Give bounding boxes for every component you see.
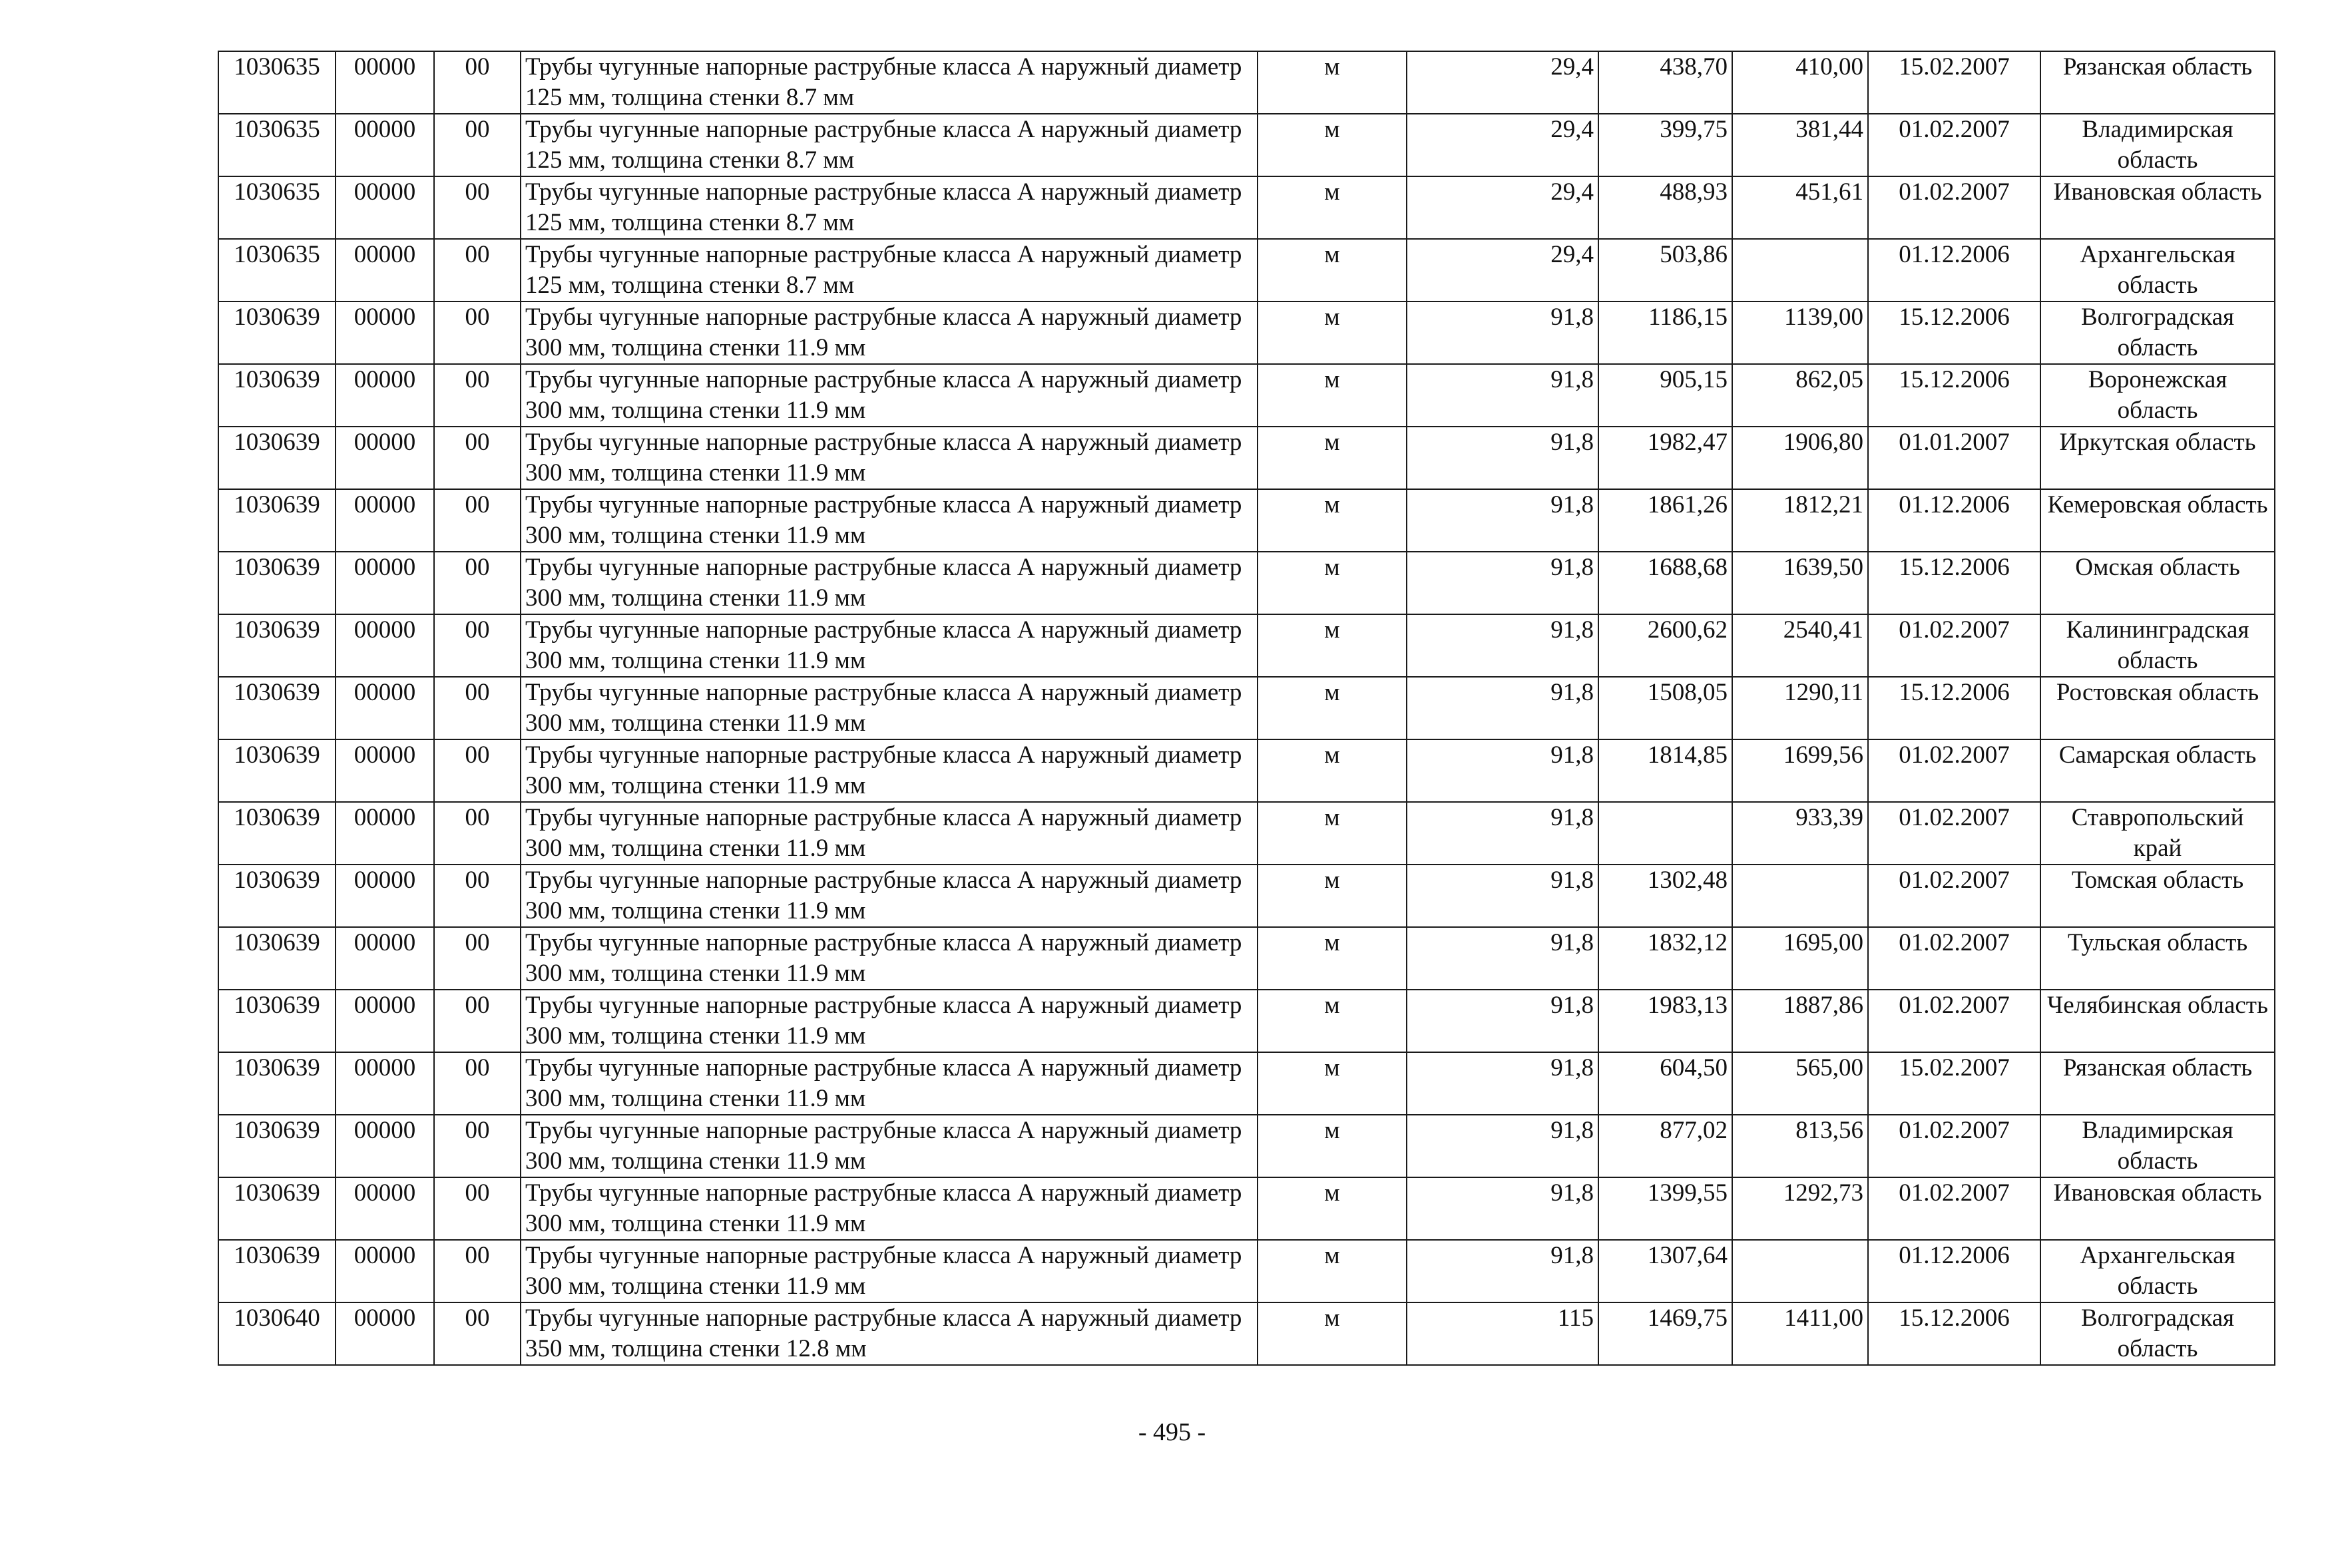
table-body [218, 51, 2275, 1365]
description-cell: Трубы чугунные напорные раструбные класса А наружный диаметр 125 мм, толщина стенки 8.7 мм [521, 114, 1258, 176]
description-cell: Трубы чугунные напорные раструбные класса А наружный диаметр 300 мм, толщина стенки 11.9 мм [521, 865, 1258, 927]
region-cell: Тульская область [2040, 927, 2275, 990]
weight-cell: 91,8 [1407, 427, 1598, 489]
unit-cell: м [1258, 802, 1407, 865]
weight-cell: 91,8 [1407, 927, 1598, 990]
price-cell [1732, 239, 1868, 301]
table-row [218, 1115, 2275, 1177]
unit-cell: м [1258, 865, 1407, 927]
date-cell: 01.02.2007 [1868, 1177, 2040, 1240]
region-cell: Ивановская область [2040, 1177, 2275, 1240]
price-table [218, 51, 2275, 1366]
variant-cell: 00 [434, 364, 521, 427]
unit-cell: м [1258, 427, 1407, 489]
item-code-cell: 1030639 [218, 802, 336, 865]
variant-cell: 00 [434, 865, 521, 927]
item-code-cell: 1030639 [218, 990, 336, 1052]
item-code-cell: 1030639 [218, 1115, 336, 1177]
description-cell: Трубы чугунные напорные раструбные класса А наружный диаметр 300 мм, толщина стенки 11.9 мм [521, 364, 1258, 427]
price-with-vat-cell: 1832,12 [1598, 927, 1732, 990]
price-cell: 1139,00 [1732, 301, 1868, 364]
table-row [218, 364, 2275, 427]
variant-cell: 00 [434, 1115, 521, 1177]
table-row [218, 802, 2275, 865]
variant-cell: 00 [434, 927, 521, 990]
weight-cell: 29,4 [1407, 51, 1598, 114]
region-cell: Воронежская область [2040, 364, 2275, 427]
unit-cell: м [1258, 614, 1407, 677]
price-cell: 1812,21 [1732, 489, 1868, 552]
region-cell: Иркутская область [2040, 427, 2275, 489]
variant-cell: 00 [434, 677, 521, 739]
table-row [218, 114, 2275, 176]
variant-cell: 00 [434, 239, 521, 301]
price-with-vat-cell: 438,70 [1598, 51, 1732, 114]
table-row [218, 1052, 2275, 1115]
sub-code-cell: 00000 [336, 927, 434, 990]
unit-cell: м [1258, 114, 1407, 176]
date-cell: 01.02.2007 [1868, 927, 2040, 990]
description-cell: Трубы чугунные напорные раструбные класса А наружный диаметр 300 мм, толщина стенки 11.9 мм [521, 489, 1258, 552]
region-cell: Владимирская область [2040, 1115, 2275, 1177]
unit-cell: м [1258, 239, 1407, 301]
date-cell: 01.02.2007 [1868, 739, 2040, 802]
item-code-cell: 1030639 [218, 865, 336, 927]
page-number: - 495 - [1138, 1418, 1206, 1446]
table-row [218, 1177, 2275, 1240]
variant-cell: 00 [434, 489, 521, 552]
date-cell: 15.12.2006 [1868, 1302, 2040, 1365]
date-cell: 01.02.2007 [1868, 614, 2040, 677]
weight-cell: 29,4 [1407, 114, 1598, 176]
item-code-cell: 1030639 [218, 364, 336, 427]
item-code-cell: 1030639 [218, 614, 336, 677]
weight-cell: 91,8 [1407, 1115, 1598, 1177]
unit-cell: м [1258, 1177, 1407, 1240]
price-cell: 1292,73 [1732, 1177, 1868, 1240]
table-row [218, 552, 2275, 614]
variant-cell: 00 [434, 1302, 521, 1365]
weight-cell: 91,8 [1407, 364, 1598, 427]
date-cell: 15.12.2006 [1868, 364, 2040, 427]
unit-cell: м [1258, 1240, 1407, 1302]
description-cell: Трубы чугунные напорные раструбные класса А наружный диаметр 300 мм, толщина стенки 11.9 мм [521, 927, 1258, 990]
item-code-cell: 1030639 [218, 927, 336, 990]
variant-cell: 00 [434, 51, 521, 114]
description-cell: Трубы чугунные напорные раструбные класса А наружный диаметр 300 мм, толщина стенки 11.9 мм [521, 427, 1258, 489]
price-with-vat-cell: 488,93 [1598, 176, 1732, 239]
variant-cell: 00 [434, 1240, 521, 1302]
unit-cell: м [1258, 301, 1407, 364]
item-code-cell: 1030639 [218, 677, 336, 739]
item-code-cell: 1030635 [218, 114, 336, 176]
sub-code-cell: 00000 [336, 1115, 434, 1177]
sub-code-cell: 00000 [336, 364, 434, 427]
table-row [218, 1302, 2275, 1365]
variant-cell: 00 [434, 739, 521, 802]
price-cell: 1699,56 [1732, 739, 1868, 802]
price-with-vat-cell: 1186,15 [1598, 301, 1732, 364]
description-cell: Трубы чугунные напорные раструбные класса А наружный диаметр 300 мм, толщина стенки 11.9 мм [521, 677, 1258, 739]
weight-cell: 91,8 [1407, 990, 1598, 1052]
variant-cell: 00 [434, 1052, 521, 1115]
date-cell: 15.12.2006 [1868, 552, 2040, 614]
region-cell: Самарская область [2040, 739, 2275, 802]
weight-cell: 91,8 [1407, 1240, 1598, 1302]
price-with-vat-cell: 503,86 [1598, 239, 1732, 301]
region-cell: Томская область [2040, 865, 2275, 927]
weight-cell: 91,8 [1407, 865, 1598, 927]
item-code-cell: 1030635 [218, 176, 336, 239]
description-cell: Трубы чугунные напорные раструбные класса А наружный диаметр 300 мм, толщина стенки 11.9 мм [521, 1115, 1258, 1177]
sub-code-cell: 00000 [336, 739, 434, 802]
table-row [218, 1240, 2275, 1302]
weight-cell: 115 [1407, 1302, 1598, 1365]
weight-cell: 91,8 [1407, 677, 1598, 739]
price-cell: 1695,00 [1732, 927, 1868, 990]
variant-cell: 00 [434, 427, 521, 489]
date-cell: 01.12.2006 [1868, 489, 2040, 552]
unit-cell: м [1258, 364, 1407, 427]
price-with-vat-cell: 1983,13 [1598, 990, 1732, 1052]
sub-code-cell: 00000 [336, 489, 434, 552]
sub-code-cell: 00000 [336, 1052, 434, 1115]
item-code-cell: 1030639 [218, 1052, 336, 1115]
item-code-cell: 1030639 [218, 301, 336, 364]
sub-code-cell: 00000 [336, 301, 434, 364]
date-cell: 01.02.2007 [1868, 1115, 2040, 1177]
description-cell: Трубы чугунные напорные раструбные класса А наружный диаметр 125 мм, толщина стенки 8.7 мм [521, 239, 1258, 301]
price-with-vat-cell: 905,15 [1598, 364, 1732, 427]
weight-cell: 29,4 [1407, 176, 1598, 239]
price-cell: 1639,50 [1732, 552, 1868, 614]
table-row [218, 489, 2275, 552]
weight-cell: 91,8 [1407, 489, 1598, 552]
price-cell: 381,44 [1732, 114, 1868, 176]
price-with-vat-cell: 877,02 [1598, 1115, 1732, 1177]
variant-cell: 00 [434, 552, 521, 614]
region-cell: Рязанская область [2040, 51, 2275, 114]
price-cell [1732, 1240, 1868, 1302]
price-with-vat-cell: 1814,85 [1598, 739, 1732, 802]
region-cell: Омская область [2040, 552, 2275, 614]
price-with-vat-cell: 604,50 [1598, 1052, 1732, 1115]
price-cell [1732, 865, 1868, 927]
unit-cell: м [1258, 990, 1407, 1052]
description-cell: Трубы чугунные напорные раструбные класса А наружный диаметр 300 мм, толщина стенки 11.9 мм [521, 1177, 1258, 1240]
price-with-vat-cell: 1302,48 [1598, 865, 1732, 927]
sub-code-cell: 00000 [336, 865, 434, 927]
weight-cell: 91,8 [1407, 301, 1598, 364]
date-cell: 15.12.2006 [1868, 301, 2040, 364]
date-cell: 15.02.2007 [1868, 51, 2040, 114]
weight-cell: 91,8 [1407, 1052, 1598, 1115]
date-cell: 15.02.2007 [1868, 1052, 2040, 1115]
variant-cell: 00 [434, 802, 521, 865]
table-row [218, 176, 2275, 239]
item-code-cell: 1030639 [218, 1177, 336, 1240]
price-cell: 1411,00 [1732, 1302, 1868, 1365]
item-code-cell: 1030639 [218, 552, 336, 614]
description-cell: Трубы чугунные напорные раструбные класса А наружный диаметр 300 мм, толщина стенки 11.9 мм [521, 301, 1258, 364]
unit-cell: м [1258, 176, 1407, 239]
price-cell: 1906,80 [1732, 427, 1868, 489]
unit-cell: м [1258, 489, 1407, 552]
date-cell: 01.12.2006 [1868, 1240, 2040, 1302]
price-with-vat-cell: 1399,55 [1598, 1177, 1732, 1240]
region-cell: Кемеровская область [2040, 489, 2275, 552]
sub-code-cell: 00000 [336, 802, 434, 865]
unit-cell: м [1258, 927, 1407, 990]
description-cell: Трубы чугунные напорные раструбные класса А наружный диаметр 350 мм, толщина стенки 12.8 мм [521, 1302, 1258, 1365]
sub-code-cell: 00000 [336, 1240, 434, 1302]
unit-cell: м [1258, 51, 1407, 114]
region-cell: Волгоградская область [2040, 301, 2275, 364]
price-with-vat-cell: 1508,05 [1598, 677, 1732, 739]
table-row [218, 51, 2275, 114]
table-row [218, 927, 2275, 990]
weight-cell: 91,8 [1407, 614, 1598, 677]
unit-cell: м [1258, 739, 1407, 802]
description-cell: Трубы чугунные напорные раструбные класса А наружный диаметр 300 мм, толщина стенки 11.9 мм [521, 802, 1258, 865]
region-cell: Калининградская область [2040, 614, 2275, 677]
table-row [218, 739, 2275, 802]
date-cell: 01.12.2006 [1868, 239, 2040, 301]
price-with-vat-cell: 1982,47 [1598, 427, 1732, 489]
sub-code-cell: 00000 [336, 114, 434, 176]
sub-code-cell: 00000 [336, 614, 434, 677]
variant-cell: 00 [434, 990, 521, 1052]
description-cell: Трубы чугунные напорные раструбные класса А наружный диаметр 125 мм, толщина стенки 8.7 мм [521, 176, 1258, 239]
weight-cell: 91,8 [1407, 802, 1598, 865]
variant-cell: 00 [434, 1177, 521, 1240]
price-cell: 2540,41 [1732, 614, 1868, 677]
table-row [218, 239, 2275, 301]
description-cell: Трубы чугунные напорные раструбные класса А наружный диаметр 300 мм, толщина стенки 11.9 мм [521, 1240, 1258, 1302]
region-cell: Ставропольский край [2040, 802, 2275, 865]
region-cell: Волгоградская область [2040, 1302, 2275, 1365]
description-cell: Трубы чугунные напорные раструбные класса А наружный диаметр 300 мм, толщина стенки 11.9 мм [521, 552, 1258, 614]
date-cell: 01.02.2007 [1868, 802, 2040, 865]
item-code-cell: 1030640 [218, 1302, 336, 1365]
sub-code-cell: 00000 [336, 1177, 434, 1240]
sub-code-cell: 00000 [336, 552, 434, 614]
unit-cell: м [1258, 677, 1407, 739]
price-with-vat-cell [1598, 802, 1732, 865]
date-cell: 01.02.2007 [1868, 114, 2040, 176]
price-with-vat-cell: 399,75 [1598, 114, 1732, 176]
sub-code-cell: 00000 [336, 677, 434, 739]
sub-code-cell: 00000 [336, 239, 434, 301]
table-row [218, 301, 2275, 364]
region-cell: Архангельская область [2040, 239, 2275, 301]
region-cell: Ивановская область [2040, 176, 2275, 239]
sub-code-cell: 00000 [336, 1302, 434, 1365]
price-with-vat-cell: 1688,68 [1598, 552, 1732, 614]
item-code-cell: 1030639 [218, 489, 336, 552]
weight-cell: 91,8 [1407, 739, 1598, 802]
region-cell: Владимирская область [2040, 114, 2275, 176]
price-cell: 813,56 [1732, 1115, 1868, 1177]
price-cell: 933,39 [1732, 802, 1868, 865]
price-with-vat-cell: 1861,26 [1598, 489, 1732, 552]
price-cell: 451,61 [1732, 176, 1868, 239]
item-code-cell: 1030635 [218, 239, 336, 301]
item-code-cell: 1030635 [218, 51, 336, 114]
unit-cell: м [1258, 552, 1407, 614]
price-cell: 1290,11 [1732, 677, 1868, 739]
region-cell: Ростовская область [2040, 677, 2275, 739]
description-cell: Трубы чугунные напорные раструбные класса А наружный диаметр 300 мм, толщина стенки 11.9 мм [521, 614, 1258, 677]
item-code-cell: 1030639 [218, 1240, 336, 1302]
region-cell: Архангельская область [2040, 1240, 2275, 1302]
price-with-vat-cell: 1469,75 [1598, 1302, 1732, 1365]
weight-cell: 29,4 [1407, 239, 1598, 301]
date-cell: 01.02.2007 [1868, 176, 2040, 239]
sub-code-cell: 00000 [336, 990, 434, 1052]
region-cell: Рязанская область [2040, 1052, 2275, 1115]
unit-cell: м [1258, 1115, 1407, 1177]
weight-cell: 91,8 [1407, 552, 1598, 614]
date-cell: 01.02.2007 [1868, 990, 2040, 1052]
date-cell: 15.12.2006 [1868, 677, 2040, 739]
price-cell: 1887,86 [1732, 990, 1868, 1052]
item-code-cell: 1030639 [218, 427, 336, 489]
unit-cell: м [1258, 1052, 1407, 1115]
description-cell: Трубы чугунные напорные раструбные класса А наружный диаметр 300 мм, толщина стенки 11.9 мм [521, 990, 1258, 1052]
table-row [218, 427, 2275, 489]
description-cell: Трубы чугунные напорные раструбные класса А наружный диаметр 125 мм, толщина стенки 8.7 мм [521, 51, 1258, 114]
sub-code-cell: 00000 [336, 51, 434, 114]
variant-cell: 00 [434, 614, 521, 677]
region-cell: Челябинская область [2040, 990, 2275, 1052]
price-cell: 565,00 [1732, 1052, 1868, 1115]
sub-code-cell: 00000 [336, 176, 434, 239]
price-cell: 410,00 [1732, 51, 1868, 114]
item-code-cell: 1030639 [218, 739, 336, 802]
description-cell: Трубы чугунные напорные раструбные класса А наружный диаметр 300 мм, толщина стенки 11.9 мм [521, 1052, 1258, 1115]
price-with-vat-cell: 1307,64 [1598, 1240, 1732, 1302]
unit-cell: м [1258, 1302, 1407, 1365]
variant-cell: 00 [434, 114, 521, 176]
table-row [218, 614, 2275, 677]
table-row [218, 990, 2275, 1052]
variant-cell: 00 [434, 301, 521, 364]
table-row [218, 865, 2275, 927]
weight-cell: 91,8 [1407, 1177, 1598, 1240]
price-with-vat-cell: 2600,62 [1598, 614, 1732, 677]
price-cell: 862,05 [1732, 364, 1868, 427]
sub-code-cell: 00000 [336, 427, 434, 489]
variant-cell: 00 [434, 176, 521, 239]
description-cell: Трубы чугунные напорные раструбные класса А наружный диаметр 300 мм, толщина стенки 11.9 мм [521, 739, 1258, 802]
table-row [218, 677, 2275, 739]
date-cell: 01.02.2007 [1868, 865, 2040, 927]
date-cell: 01.01.2007 [1868, 427, 2040, 489]
